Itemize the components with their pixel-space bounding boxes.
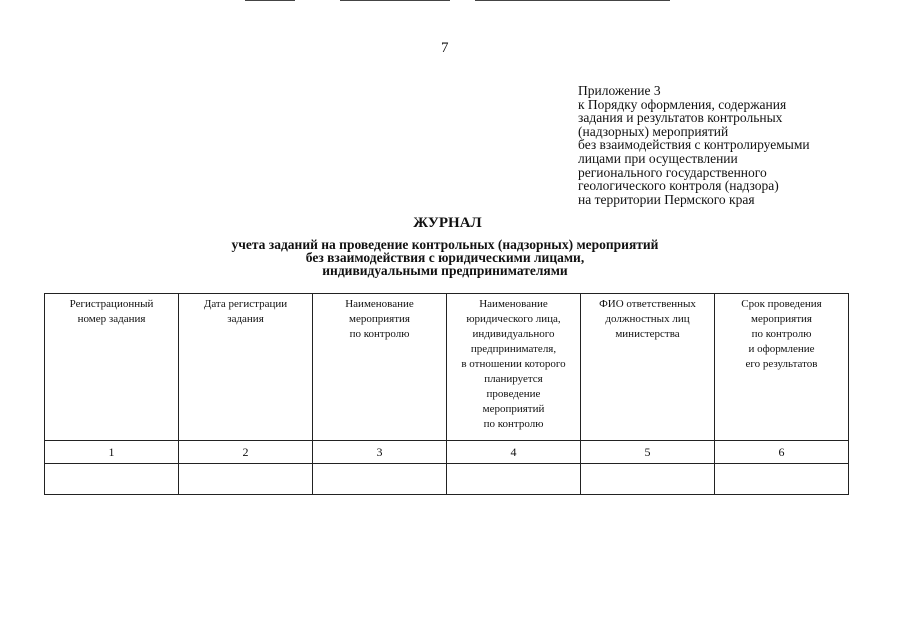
header-line: юридического лица, (466, 313, 561, 325)
header-line: ФИО ответственных (599, 298, 696, 310)
scan-edge-line (340, 0, 450, 1)
header-cell-responsible-officials (581, 294, 715, 441)
empty-cell (447, 464, 581, 495)
appendix-line: геологического контроля (надзора) (578, 178, 779, 194)
header-line: Наименование (345, 298, 414, 310)
subtitle-line: без взаимодействия с юридическими лицами, (305, 250, 585, 266)
empty-data-row (45, 464, 849, 495)
appendix-line: на территории Пермского края (578, 191, 755, 207)
appendix-note (578, 84, 810, 206)
header-cell-entity-name (447, 294, 581, 441)
appendix-line: Приложение 3 (578, 83, 661, 98)
header-line: и оформление (748, 343, 815, 355)
empty-cell (715, 464, 849, 495)
column-number-cell: 2 (179, 441, 313, 464)
column-number-row (45, 441, 849, 464)
header-line: мероприятий (482, 403, 545, 415)
header-line: номер задания (77, 313, 146, 325)
journal-table (44, 293, 849, 495)
column-number-cell: 1 (45, 441, 179, 464)
empty-cell (313, 464, 447, 495)
header-line: планируется (484, 373, 543, 385)
header-line: Регистрационный (69, 298, 154, 310)
appendix-line: без взаимодействия с контролируемыми (578, 137, 810, 153)
header-cell-event-name (313, 294, 447, 441)
empty-cell (45, 464, 179, 495)
header-line: Наименование (479, 298, 548, 310)
header-cell-registration-number (45, 294, 179, 441)
header-line: мероприятия (349, 313, 410, 325)
appendix-line: к Порядку оформления, содержания (578, 96, 787, 112)
appendix-line: задания и результатов контрольных (578, 110, 783, 126)
header-line: индивидуального (472, 328, 555, 340)
subtitle-line: учета заданий на проведение контрольных (надзорных) мероприятий (231, 237, 659, 252)
appendix-line: регионального государственного (578, 164, 767, 180)
document-title (0, 215, 905, 232)
header-line: предпринимателя, (470, 343, 557, 355)
header-line: должностных лиц (605, 313, 690, 325)
header-line: его результатов (745, 358, 818, 370)
column-number-cell: 3 (313, 441, 447, 464)
document-title-text: ЖУРНАЛ (413, 215, 482, 231)
appendix-line: лицами при осуществлении (578, 150, 738, 166)
header-cell-registration-date (179, 294, 313, 441)
table-header-row (45, 294, 849, 441)
column-number-cell: 6 (715, 441, 849, 464)
empty-cell (179, 464, 313, 495)
empty-cell (581, 464, 715, 495)
column-number-cell: 5 (581, 441, 715, 464)
subtitle-line: индивидуальными предпринимателями (322, 263, 568, 279)
header-cell-deadline (715, 294, 849, 441)
header-line: проведение (486, 388, 541, 400)
header-line: в отношении которого (461, 358, 566, 370)
scan-edge-line (475, 0, 670, 1)
scan-edge-line (245, 0, 295, 1)
header-line: министерства (615, 328, 680, 340)
header-line: по контролю (751, 328, 812, 340)
header-line: Срок проведения (741, 298, 822, 310)
header-line: Дата регистрации (203, 298, 288, 310)
header-line: задания (227, 313, 264, 325)
page-number: 7 (441, 40, 449, 56)
header-line: по контролю (483, 418, 544, 430)
header-line: по контролю (349, 328, 410, 340)
column-number-cell: 4 (447, 441, 581, 464)
appendix-line: (надзорных) мероприятий (578, 123, 729, 139)
document-subtitle (0, 238, 890, 278)
header-line: мероприятия (751, 313, 812, 325)
